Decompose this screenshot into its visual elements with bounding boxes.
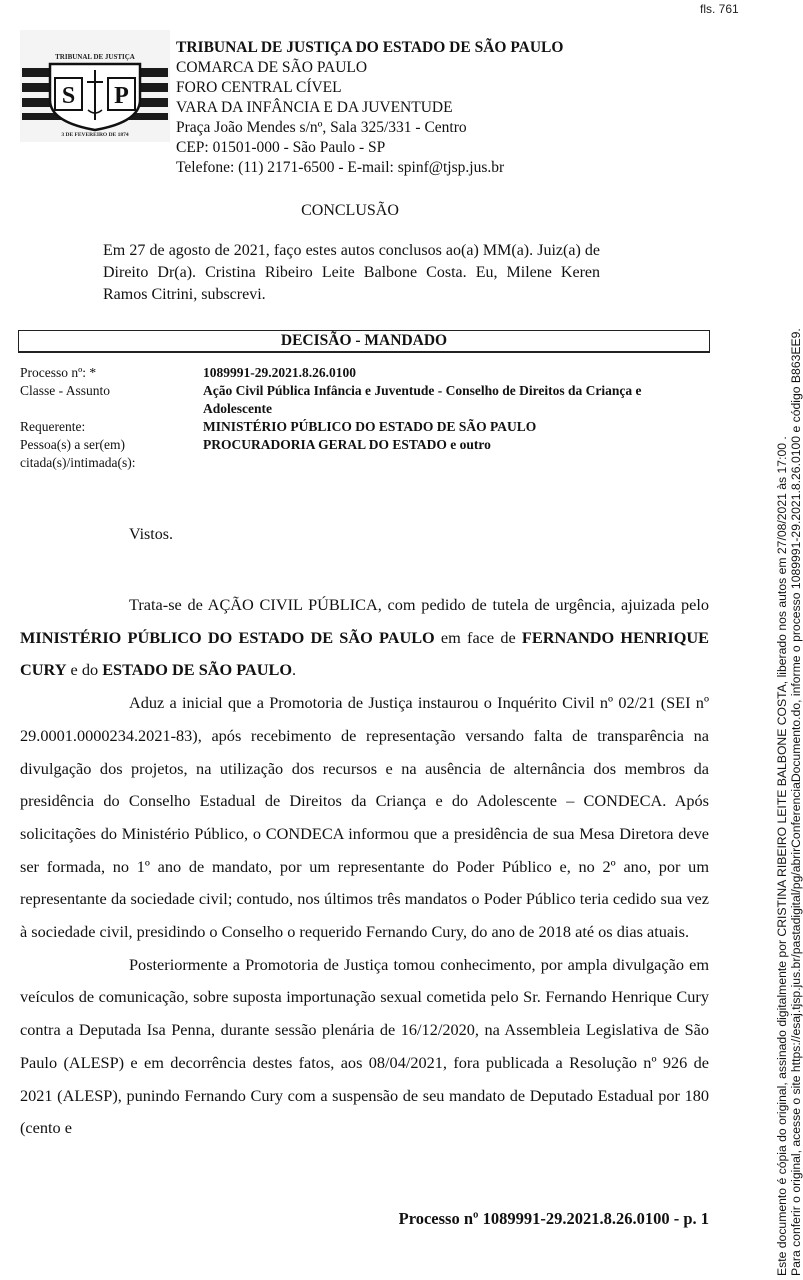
case-info-row (20, 364, 710, 382)
digital-signature-note (775, 6, 803, 1276)
p1-text-e: e do (66, 660, 103, 680)
comarca-line: COMARCA DE SÃO PAULO (176, 59, 368, 76)
address-line: Praça João Mendes s/nº, Sala 325/331 - Centro (176, 119, 467, 136)
case-info-row (20, 418, 710, 436)
p1-plaintiff: MINISTÉRIO PÚBLICO DO ESTADO DE SÃO PAULO (20, 627, 435, 647)
case-value: PROCURADORIA GERAL DO ESTADO e outro (203, 437, 491, 452)
case-label: Classe - Assunto (20, 383, 111, 398)
court-header (176, 38, 646, 178)
signature-note-line-2: Para conferir o original, acesse o site https://esaj.tjsp.jus.br/pastadigital/pg/abrirConferenciaDocumento.do, informe o processo 1089991-29.2021.8.26.0100 e código B863EE9. (789, 328, 803, 1276)
svg-text:P: P (114, 83, 129, 109)
case-value: 1089991-29.2021.8.26.0100 (203, 365, 356, 380)
phone-email-line: Telefone: (11) 2171-6500 - E-mail: spinf@tjsp.jus.br (176, 159, 505, 176)
court-seal-logo (20, 30, 170, 142)
p1-defendant-2: ESTADO DE SÃO PAULO (102, 660, 293, 680)
case-label: Requerente: (20, 419, 86, 434)
case-value: Ação Civil Pública Infância e Juventude - Conselho de Direitos da Criança e Adolescente (203, 383, 642, 416)
signature-note-line-1: Este documento é cópia do original, assinado digitalmente por CRISTINA RIBEIRO LEITE BALBONE COSTA, liberado nos autos em 27/08/2021 às 17:00 . (775, 436, 789, 1276)
conclusao-title: CONCLUSÃO (301, 202, 399, 219)
paragraph-1 (20, 589, 709, 687)
svg-text:S: S (61, 83, 76, 109)
page-stamp: fls. 761 (700, 2, 739, 16)
case-info-table (20, 364, 710, 472)
case-label: Pessoa(s) a ser(em) citada(s)/intimada(s): (20, 437, 136, 470)
case-info-row (20, 382, 710, 418)
case-info-row (20, 436, 710, 472)
p1-text-a: Trata-se de AÇÃO CIVIL PÚBLICA, com pedido de tutela de urgência, ajuizada pelo (129, 595, 709, 614)
case-value: MINISTÉRIO PÚBLICO DO ESTADO DE SÃO PAULO (203, 419, 537, 434)
conclusao-text: Em 27 de agosto de 2021, faço estes autos conclusos ao(a) MM(a). Juiz(a) de Direito Dr(a). Cristina Ribeiro Leite Balbone Costa. Eu, Milene Keren Ramos Citrini, subscrevi. (103, 242, 600, 303)
paragraph-2: Aduz a inicial que a Promotoria de Justiça instaurou o Inquérito Civil nº 02/21 (SEI nº 29.0001.0000234.2021-83), após recebimento de representação versando falta de transparência na divulgação dos projetos, na utilização dos recursos e na ausência de alternância dos membros da presidência do Conselho Estadual de Direitos da Criança e do Adolescente – CONDECA. Após solicitações do Ministério Público, o CONDECA informou que a presidência de sua Mesa Diretora deve ser formada, no 1º ano de mandato, por um representante do Poder Público e, no 2º ano, por um representante da sociedade civil; contudo, nos últimos três mandatos o Poder Público teria cedido sua vez à sociedade civil, presidindo o Conselho o requerido Fernando Cury, do ano de 2018 até os dias atuais. (20, 693, 709, 942)
section-title: DECISÃO - MANDADO (280, 332, 448, 349)
vistos-text: Vistos. (129, 526, 173, 543)
svg-text:3 DE FEVEREIRO DE 1874: 3 DE FEVEREIRO DE 1874 (61, 132, 129, 138)
svg-text:TRIBUNAL DE JUSTIÇA: TRIBUNAL DE JUSTIÇA (55, 53, 135, 61)
court-title: TRIBUNAL DE JUSTIÇA DO ESTADO DE SÃO PAULO (176, 39, 564, 56)
section-title-bar (18, 330, 710, 353)
p1-defendant-1: FERNANDO HENRIQUE CURY (20, 627, 710, 680)
foro-line: FORO CENTRAL CÍVEL (176, 79, 342, 96)
p1-text-c: em face de (434, 627, 522, 647)
p1-text-g: . (292, 660, 297, 680)
vara-line: VARA DA INFÂNCIA E DA JUVENTUDE (176, 99, 453, 116)
page-footer: Processo nº 1089991-29.2021.8.26.0100 - p. 1 (398, 1209, 709, 1228)
case-label: Processo nº: * (20, 365, 97, 380)
cep-line: CEP: 01501-000 - São Paulo - SP (176, 139, 386, 156)
paragraph-3: Posteriormente a Promotoria de Justiça tomou conhecimento, por ampla divulgação em veículos de comunicação, sobre suposta importunação sexual cometida pelo Sr. Fernando Henrique Cury contra a Deputada Isa Penna, durante sessão plenária de 16/12/2020, na Assembleia Legislativa de São Paulo (ALESP) e em decorrência destes fatos, aos 08/04/2021, fora publicada a Resolução nº 926 de 2021 (ALESP), punindo Fernando Cury com a suspensão de seu mandato de Deputado Estadual por 180 (cento e (20, 954, 709, 1138)
decision-body (20, 589, 709, 1145)
